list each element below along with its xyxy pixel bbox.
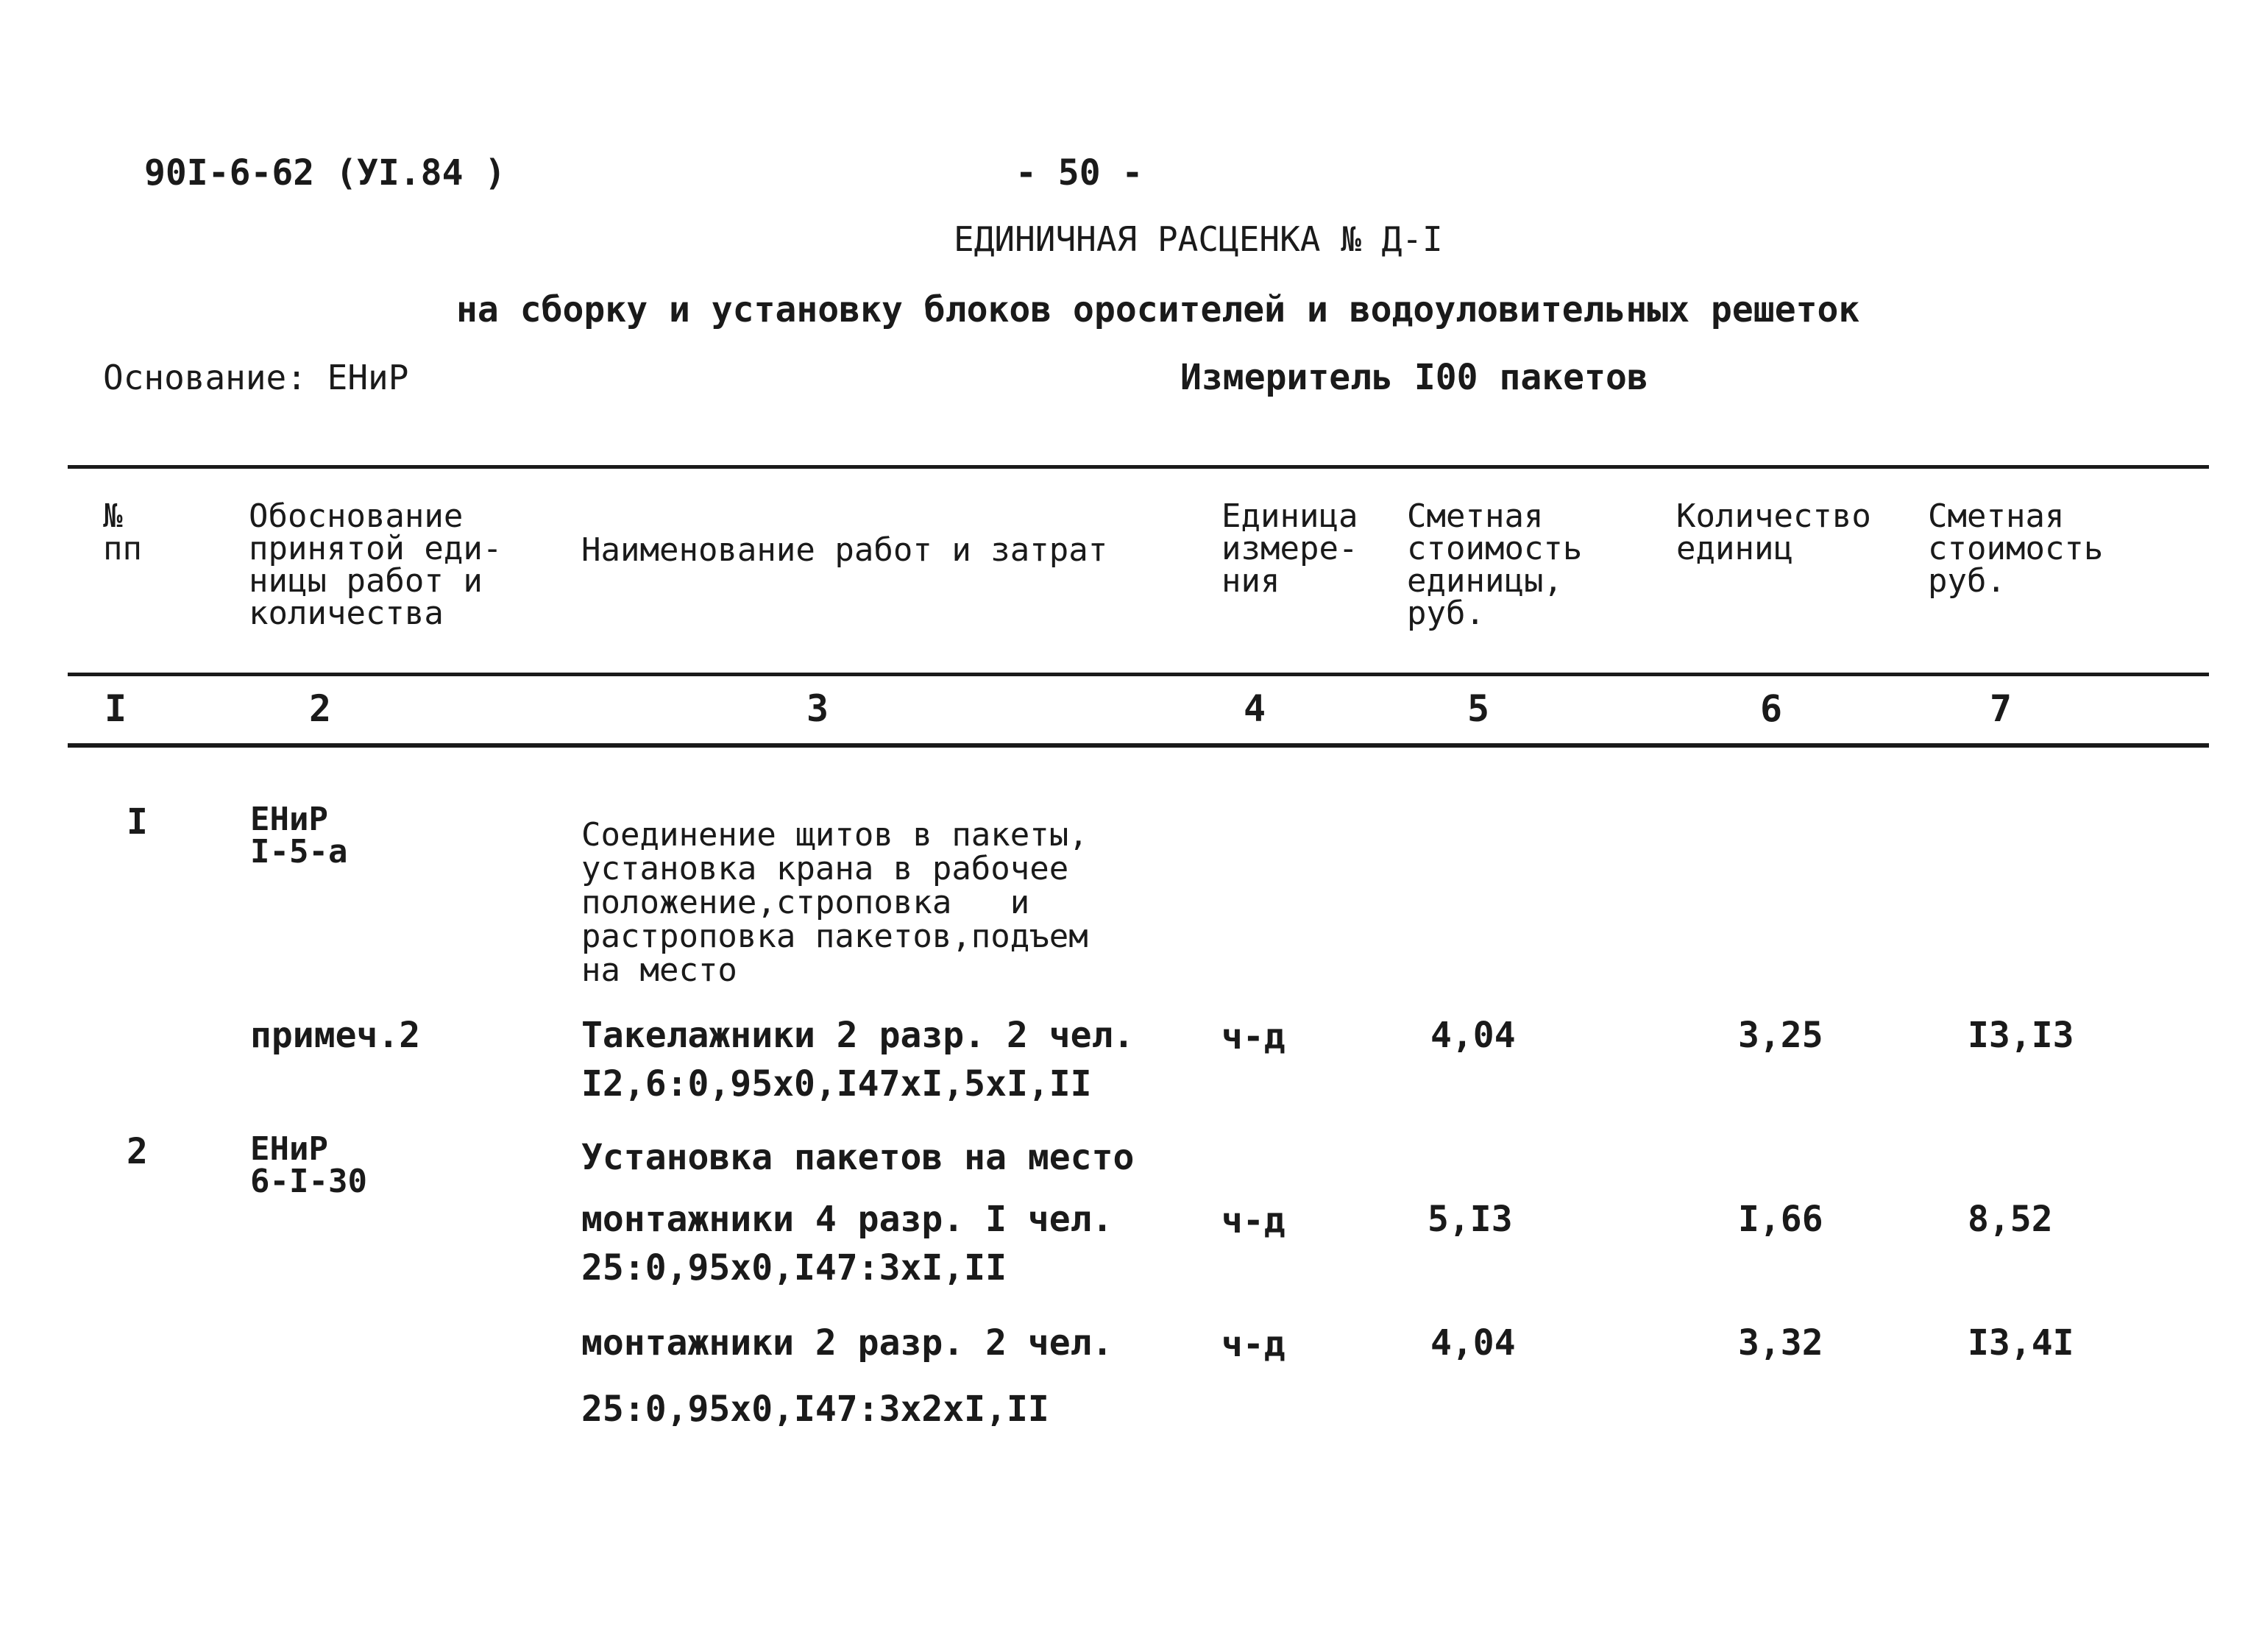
row-1-basis: ЕНиР I-5-а [250,801,348,871]
column-header-total-cost: Сметная стоимость руб. [1928,497,2104,600]
row-2-item-1-total: 8,52 [1968,1199,2053,1240]
column-number-4: 4 [1244,687,1266,730]
row-2-description: Установка пакетов на место [581,1137,1135,1178]
header-bottom-rule [68,673,2209,676]
row-2-item-1-unit-cost: 5,I3 [1428,1199,1513,1240]
basis-label: Основание: ЕНиР [103,358,409,397]
meter-label: Измеритель I00 пакетов [1180,357,1648,398]
column-number-1: I [104,687,127,730]
column-number-3: 3 [806,687,829,730]
document-code: 90I-6-62 (УI.84 ) [144,152,506,194]
row-1-sub-quantity: 3,25 [1738,1015,1823,1056]
row-2-item-1-quantity: I,66 [1738,1199,1823,1240]
column-header-unit: Единица измере- ния [1221,497,1358,600]
column-number-5: 5 [1467,687,1490,730]
row-2-item-1-description: монтажники 4 разр. I чел. [581,1199,1113,1240]
row-1-description: Соединение щитов в пакеты, установка крана в рабочее положение,строповка и растроповка пакетов,подъем на место [581,816,1088,989]
row-1-sub-unit-cost: 4,04 [1430,1015,1516,1056]
column-header-work-name: Наименование работ и затрат [581,531,1108,569]
page-number: - 50 - [1015,152,1143,194]
row-2-item-2-unit-cost: 4,04 [1430,1322,1516,1364]
document-subtitle: на сборку и установку блоков оросителей и водоуловительных решеток [456,289,1860,330]
row-2-item-2-total: I3,4I [1968,1322,2074,1364]
column-number-7: 7 [1990,687,2012,730]
row-1-number: I [127,801,148,843]
row-1-sub-formula: I2,6:0,95х0,I47хI,5хI,II [581,1063,1092,1105]
row-2-item-1-unit: ч-д [1221,1200,1285,1241]
column-header-unit-cost: Сметная стоимость единицы, руб. [1407,497,1583,632]
row-2-basis: ЕНиР 6-I-30 [250,1130,367,1200]
row-2-item-2-quantity: 3,32 [1738,1322,1823,1364]
column-number-6: 6 [1760,687,1783,730]
column-header-basis: Обоснование принятой еди- ницы работ и количества [249,497,503,632]
row-2-item-2-formula: 25:0,95х0,I47:3х2хI,II [581,1389,1049,1430]
column-number-2: 2 [309,687,332,730]
row-1-sub-description: Такелажники 2 разр. 2 чел. [581,1015,1135,1056]
column-header-number: № пп [103,497,142,567]
row-1-sub-unit: ч-д [1221,1016,1285,1057]
row-2-item-1-formula: 25:0,95х0,I47:3хI,II [581,1247,1007,1288]
row-2-item-2-description: монтажники 2 разр. 2 чел. [581,1322,1113,1364]
table-top-rule [68,465,2209,469]
row-1-sub-basis: примеч.2 [250,1015,421,1056]
row-2-item-2-unit: ч-д [1221,1324,1285,1365]
column-header-quantity: Количество единиц [1676,497,1871,567]
column-numbers-rule [68,743,2209,748]
row-2-number: 2 [127,1131,148,1172]
row-1-sub-total: I3,I3 [1968,1015,2074,1056]
document-title: ЕДИНИЧНАЯ РАСЦЕНКА № Д-I [954,219,1443,259]
